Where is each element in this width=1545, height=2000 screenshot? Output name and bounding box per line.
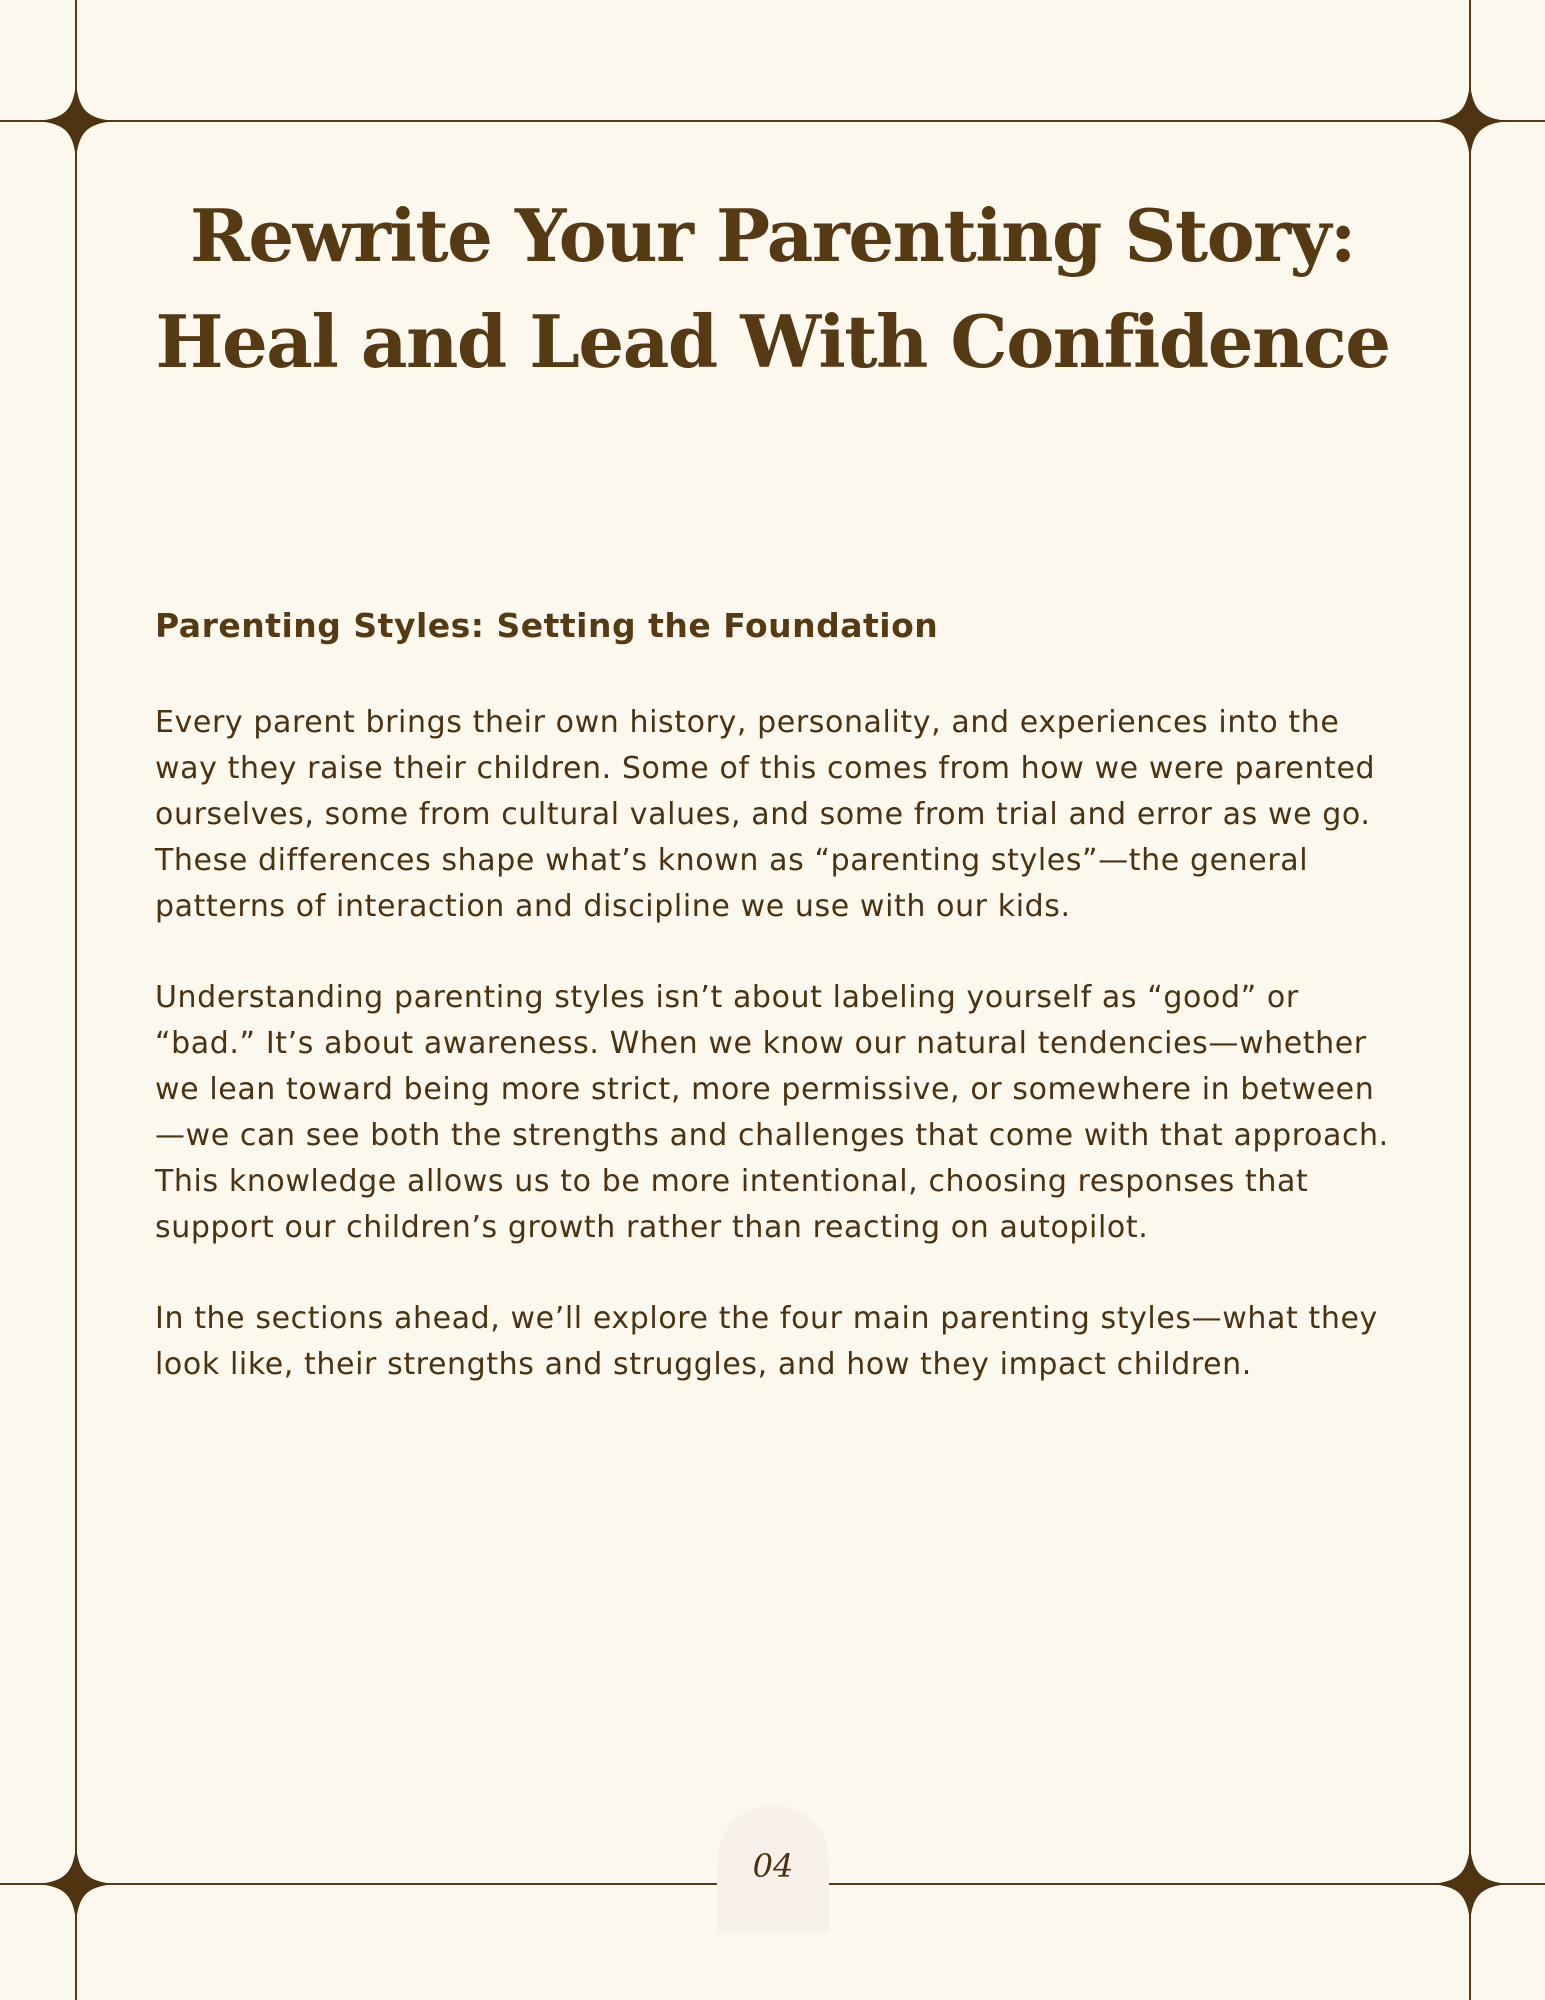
body-paragraph: Every parent brings their own history, personality, and experiences into the way they raise their children. Some of this comes from how we were parented ourselves, some from cultural values, and some from trial and error as we go. These differences shape what’s known as “parenting styles”—the general patterns of interaction and discipline we use with our kids. (155, 705, 1376, 924)
main-content (155, 600, 1400, 1433)
four-point-star-icon (38, 83, 114, 159)
page-title: Rewrite Your Parenting Story: Heal and Lead With Confidence (155, 193, 1390, 384)
section-heading: Parenting Styles: Setting the Foundation (155, 606, 939, 645)
frame-left-line (75, 0, 77, 2000)
body-paragraph: In the sections ahead, we’ll explore the four main parenting styles—what they look like, their strengths and struggles, and how they impact children. (155, 1301, 1378, 1382)
four-point-star-icon (1432, 1846, 1508, 1922)
page-number: 04 (752, 1847, 794, 1885)
frame-right-line (1469, 0, 1471, 2000)
four-point-star-icon (1432, 83, 1508, 159)
frame-top-line (0, 120, 1545, 122)
body-paragraph: Understanding parenting styles isn’t about labeling yourself as “good” or “bad.” It’s about awareness. When we know our natural tendencies—whether we lean toward being more strict, more permissive, or somewhere in between—we can see both the strengths and challenges that come with that approach. This knowledge allows us to be more intentional, choosing responses that support our children’s growth rather than reacting on autopilot. (155, 980, 1389, 1245)
four-point-star-icon (38, 1846, 114, 1922)
